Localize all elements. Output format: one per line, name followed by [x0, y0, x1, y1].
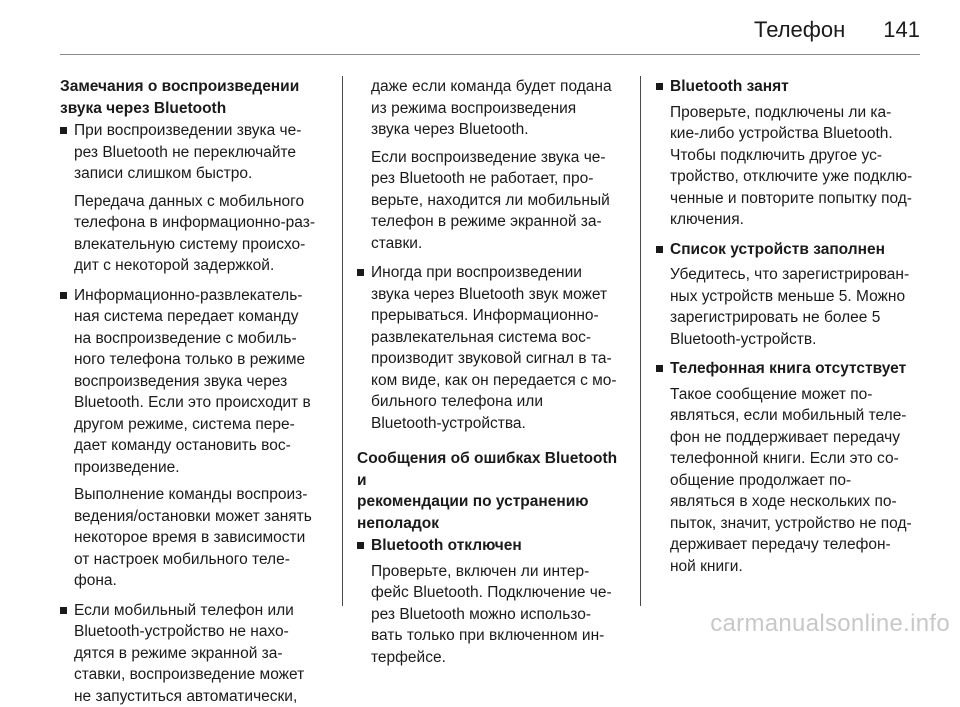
- paragraph: Проверьте, подключены ли ка- кие-либо устройства Bluetooth. Чтобы подключить другое ус- тройство, отключите уже подклю- ченные и повторите попытку под- ключения.: [670, 102, 924, 231]
- page-number: 141: [883, 17, 920, 42]
- column-1: [60, 76, 328, 707]
- bullet-icon: [656, 365, 663, 372]
- paragraph: Информационно-развлекатель- ная система передает команду на воспроизведение с мобиль- ного телефона только в режиме воспроизведения звука через Bluetooth. Если это происходит в другом режиме, система пере- дает команду остановить вос- произведение.: [74, 285, 328, 479]
- paragraph: При воспроизведении звука че- рез Bluetooth не переключайте записи слишком быстро.: [74, 120, 328, 185]
- paragraph: даже если команда будет подана из режима воспроизведения звука через Bluetooth.: [371, 76, 625, 141]
- header-rule: [60, 54, 920, 55]
- paragraph: Передача данных с мобильного телефона в информационно-раз- влекательную систему происхо- дит с некоторой задержкой.: [74, 191, 328, 277]
- bullet-icon: [656, 246, 663, 253]
- bullet-icon: [60, 292, 67, 299]
- paragraph: Иногда при воспроизведении звука через Bluetooth звук может прерываться. Информационно- развлекательная система вос- производит звуковой сигнал в та- ком виде, как он передается с мо- бильного телефона или Bluetooth-устройства.: [371, 262, 625, 434]
- item-title: Bluetooth отключен: [371, 535, 625, 557]
- column-divider-1: [342, 76, 343, 606]
- bullet-icon: [357, 542, 364, 549]
- bullet-icon: [656, 83, 663, 90]
- page-header: [60, 16, 920, 44]
- list-item: [656, 76, 924, 231]
- column-divider-2: [640, 76, 641, 606]
- list-item: [656, 239, 924, 351]
- item-title: Bluetooth занят: [670, 76, 924, 98]
- paragraph: Проверьте, включен ли интер- фейс Bluetooth. Подключение че- рез Bluetooth можно использо- вать только при включенном ин- терфейсе.: [371, 561, 625, 669]
- list-item: [357, 535, 625, 668]
- item-title: Список устройств заполнен: [670, 239, 924, 261]
- bullet-icon: [60, 127, 67, 134]
- page-title: Телефон: [754, 17, 845, 42]
- paragraph: Если мобильный телефон или Bluetooth-устройство не нахо- дятся в режиме экранной за- ставки, воспроизведение может не запуститься автоматически,: [74, 600, 328, 707]
- list-item: [60, 120, 328, 277]
- item-title: Телефонная книга отсутствует: [670, 358, 924, 380]
- column-2: [357, 76, 625, 668]
- watermark: carmanualsonline.info: [710, 610, 950, 638]
- section-heading-errors: Сообщения об ошибках Bluetooth и рекомендации по устранению неполадок: [357, 448, 625, 534]
- list-item: [357, 262, 625, 434]
- bullet-icon: [357, 269, 364, 276]
- list-item: [60, 600, 328, 707]
- paragraph: Если воспроизведение звука че- рез Bluetooth не работает, про- верьте, находится ли мобильный телефон в режиме экранной за- ставки.: [371, 147, 625, 255]
- list-item: [60, 285, 328, 592]
- column-3: [656, 76, 924, 577]
- bullet-icon: [60, 607, 67, 614]
- paragraph: Выполнение команды воспроиз- ведения/остановки может занять некоторое время в зависимости от настроек мобильного теле- фона.: [74, 484, 328, 592]
- continuation-text: [357, 76, 625, 254]
- section-heading-playback: Замечания о воспроизведении звука через Bluetooth: [60, 76, 328, 119]
- paragraph: Убедитесь, что зарегистрирован- ных устройств меньше 5. Можно зарегистрировать не более 5 Bluetooth-устройств.: [670, 264, 924, 350]
- paragraph: Такое сообщение может по- являться, если мобильный теле- фон не поддерживает передачу телефонной книги. Если это со- общение продолжает по- являться в ходе нескольких по- пыток, значит, устройство не под- держивает передачу телефон- ной книги.: [670, 384, 924, 578]
- list-item: [656, 358, 924, 577]
